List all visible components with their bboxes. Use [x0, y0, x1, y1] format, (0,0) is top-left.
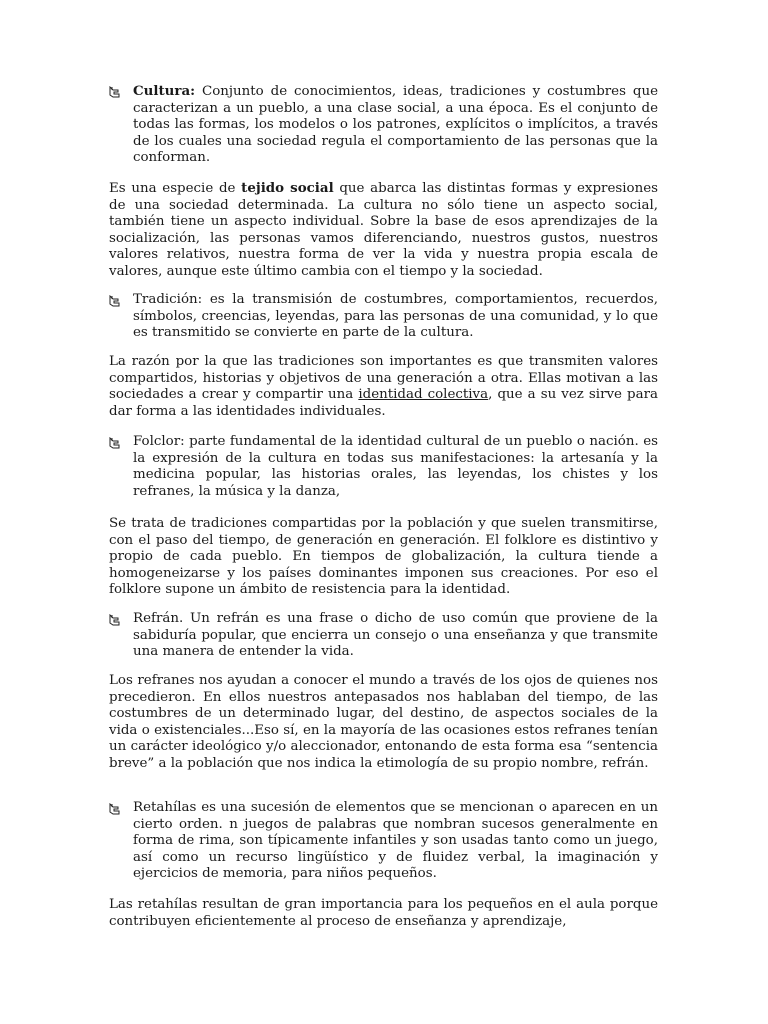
- paragraph-tradiciones: La razón por la que las tradiciones son importantes es que transmiten valores compartidos, historias y objetivos de una generación a otra. Ellas motivan a las sociedades a crear y compartir una identidad colectiva, que a su vez sirve para dar forma a las identidades individuales.: [109, 354, 658, 419]
- pointing-hand-bullet-icon: [109, 295, 121, 307]
- bullet-item-retahilas: [109, 800, 658, 883]
- retahilas-definition: Retahílas es una sucesión de elementos que se mencionan o aparecen en un cierto orden. n juegos de palabras que nombran sucesos generalmente en forma de rima, son típicamente infantiles y son usadas tanto como un juego, así como un recurso lingüístico y de fluidez verbal, la imaginación y ejercicios de memoria, para niños pequeños.: [133, 800, 658, 882]
- bullet-item-folclor: [109, 434, 658, 500]
- folclor-definition: Folclor: parte fundamental de la identidad cultural de un pueblo o nación. es la expresión de la cultura en todas sus manifestaciones: la artesanía y la medicina popular, las historias orales, las leyendas, los chistes y los refranes, la música y la danza,: [133, 434, 658, 499]
- cultura-definition: Conjunto de conocimientos, ideas, tradiciones y costumbres que caracterizan a un pueblo, a una clase social, a una época. Es el conjunto de todas las formas, los modelos o los patrones, explícitos o implícitos, a través de los cuales una sociedad regula el comportamiento de las personas que la conforman.: [133, 84, 658, 166]
- paragraph-tejido-social: Es una especie de tejido social que abarca las distintas formas y expresiones de una sociedad determinada. La cultura no sólo tiene un aspecto social, también tiene un aspecto individual. Sobre la base de esos aprendizajes de la socialización, las personas vamos diferenciando, nuestros gustos, nuestros valores relativos, nuestra forma de ver la vida y nuestra propia escala de valores, aunque este último cambia con el tiempo y la sociedad.: [109, 180, 658, 279]
- tradicion-definition: Tradición: es la transmisión de costumbres, comportamientos, recuerdos, símbolos, creencias, leyendas, para las personas de una comunidad, y lo que es transmitido se convierte en parte de la cultura.: [133, 292, 658, 341]
- pointing-hand-bullet-icon: [109, 86, 121, 98]
- pointing-hand-bullet-icon: [109, 803, 121, 815]
- pointing-hand-bullet-icon: [109, 614, 121, 626]
- emphasis-tejido-social: tejido social: [241, 180, 334, 196]
- paragraph-folklore: Se trata de tradiciones compartidas por la población y que suelen transmitirse, con el paso del tiempo, de generación en generación. El folklore es distintivo y propio de cada pueblo. En tiempos de globalización, la cultura tiende a homogeneizarse y los países dominantes imponen sus creaciones. Por eso el folklore supone un ámbito de resistencia para la identidad.: [109, 516, 658, 598]
- bullet-item-refran: [109, 611, 658, 661]
- bullet-item-cultura: [109, 83, 658, 167]
- pointing-hand-bullet-icon: [109, 437, 121, 449]
- term-cultura: Cultura:: [133, 83, 196, 99]
- paragraph-retahilas: Las retahílas resultan de gran importancia para los pequeños en el aula porque contribuyen eficientemente al proceso de enseñanza y aprendizaje,: [109, 897, 658, 929]
- paragraph-refranes: Los refranes nos ayudan a conocer el mundo a través de los ojos de quienes nos precedieron. En ellos nuestros antepasados nos hablaban del tiempo, de las costumbres de un determinado lugar, del destino, de aspectos sociales de la vida o existenciales...Eso sí, en la mayoría de las ocasiones estos refranes tenían un carácter ideológico y/o aleccionador, entonando de esta forma esa “sentencia breve” a la población que nos indica la etimología de su propio nombre, refrán.: [109, 673, 658, 771]
- identidad-colectiva-link[interactable]: identidad colectiva: [358, 387, 489, 403]
- refran-definition: Refrán. Un refrán es una frase o dicho de uso común que proviene de la sabiduría popular, que encierra un consejo o una enseñanza y que transmite una manera de entender la vida.: [133, 611, 658, 660]
- bullet-item-tradicion: [109, 292, 658, 342]
